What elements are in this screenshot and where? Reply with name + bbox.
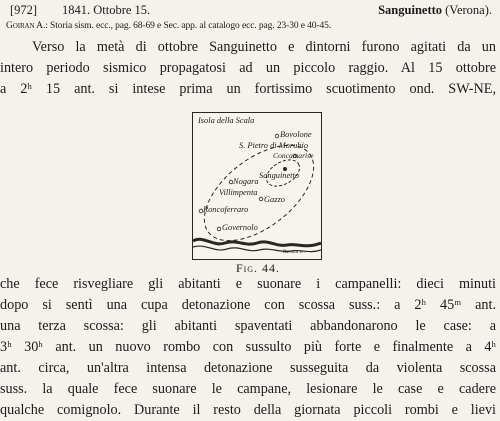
town-marker-governolo [217,227,221,231]
map-label-sanguinetto: Sanguinetto [259,171,300,180]
paragraph-line: qualche comignolo. Durante il resto della giornata piccoli rombi e lievi [0,402,496,418]
paragraph-line: intero periodo sismico propagatosi ad un piccolo raggio. Al 15 ottobre [0,60,496,76]
paragraph-line: Verso la metà di ottobre Sanguinetto e dintorni furono agitati da un [32,39,496,55]
entry-number: [972] [10,3,38,17]
map-label-gazzo: Gazzo [264,195,285,204]
map-label-spietro: S. Pietro di Morubio [239,141,309,150]
map-label-concamarise: Concamarise [273,151,314,160]
river-po [193,239,321,245]
town-marker-bovolone [275,134,279,138]
entry-date: 1841. Ottobre 15. [62,3,151,17]
entry-header [10,3,492,19]
map-label-isola: Isola della Scala [198,116,255,125]
isoseismal-map-figure [192,112,322,260]
map-signature: Baratta sc. [283,250,305,255]
map-label-governolo: Governolo [222,223,258,232]
map-label-bovolone: Bovolone [280,130,312,139]
paragraph-line: una terza scossa: gli abitanti spaventati abbandonarono le case: a [0,318,496,334]
place-name: Sanguinetto [378,3,443,17]
town-marker-gazzo [259,197,263,201]
map-label-roncoferraro: Roncoferraro [203,205,249,214]
reference-author: Goiran A. [6,21,46,31]
paragraph-line: 3ʰ 30ʰ ant. un nuovo rombo con sussulto più forte e finalmente a 4ʰ [0,339,496,355]
reference-text: : Storia sism. ecc., pag. 68-69 e Sec. app. al catalogo ecc. pag. 23-30 e 40-45. [45,21,332,31]
place-province: (Verona). [445,3,492,17]
paragraph-line: dopo si sentì una cupa detonazione con scossa suss.: a 2ʰ 45ᵐ ant. [0,297,496,313]
paragraph-line: a 2ʰ 15 ant. si intese prima un fortissimo scuotimento ond. SW-NE, [0,81,496,97]
bibliographic-references [6,21,496,31]
paragraph-2 [0,274,496,421]
figure-caption: Fig. 44. [235,261,281,275]
paragraph-line: ant. circa, un'altra intensa detonazione susseguita da violenta scossa [0,360,496,376]
map-label-villimpenta: Villimpenta [219,188,258,197]
paragraph-1 [0,37,496,100]
paragraph-line: suss. la quale fece suonare le campane, lesionare le case e cadere [0,381,496,397]
paragraph-line: che fece risvegliare gli abitanti e suonare i campanelli: dieci minuti [0,276,496,292]
entry-place [378,3,492,18]
map-label-nogara: Nogara [233,177,259,186]
